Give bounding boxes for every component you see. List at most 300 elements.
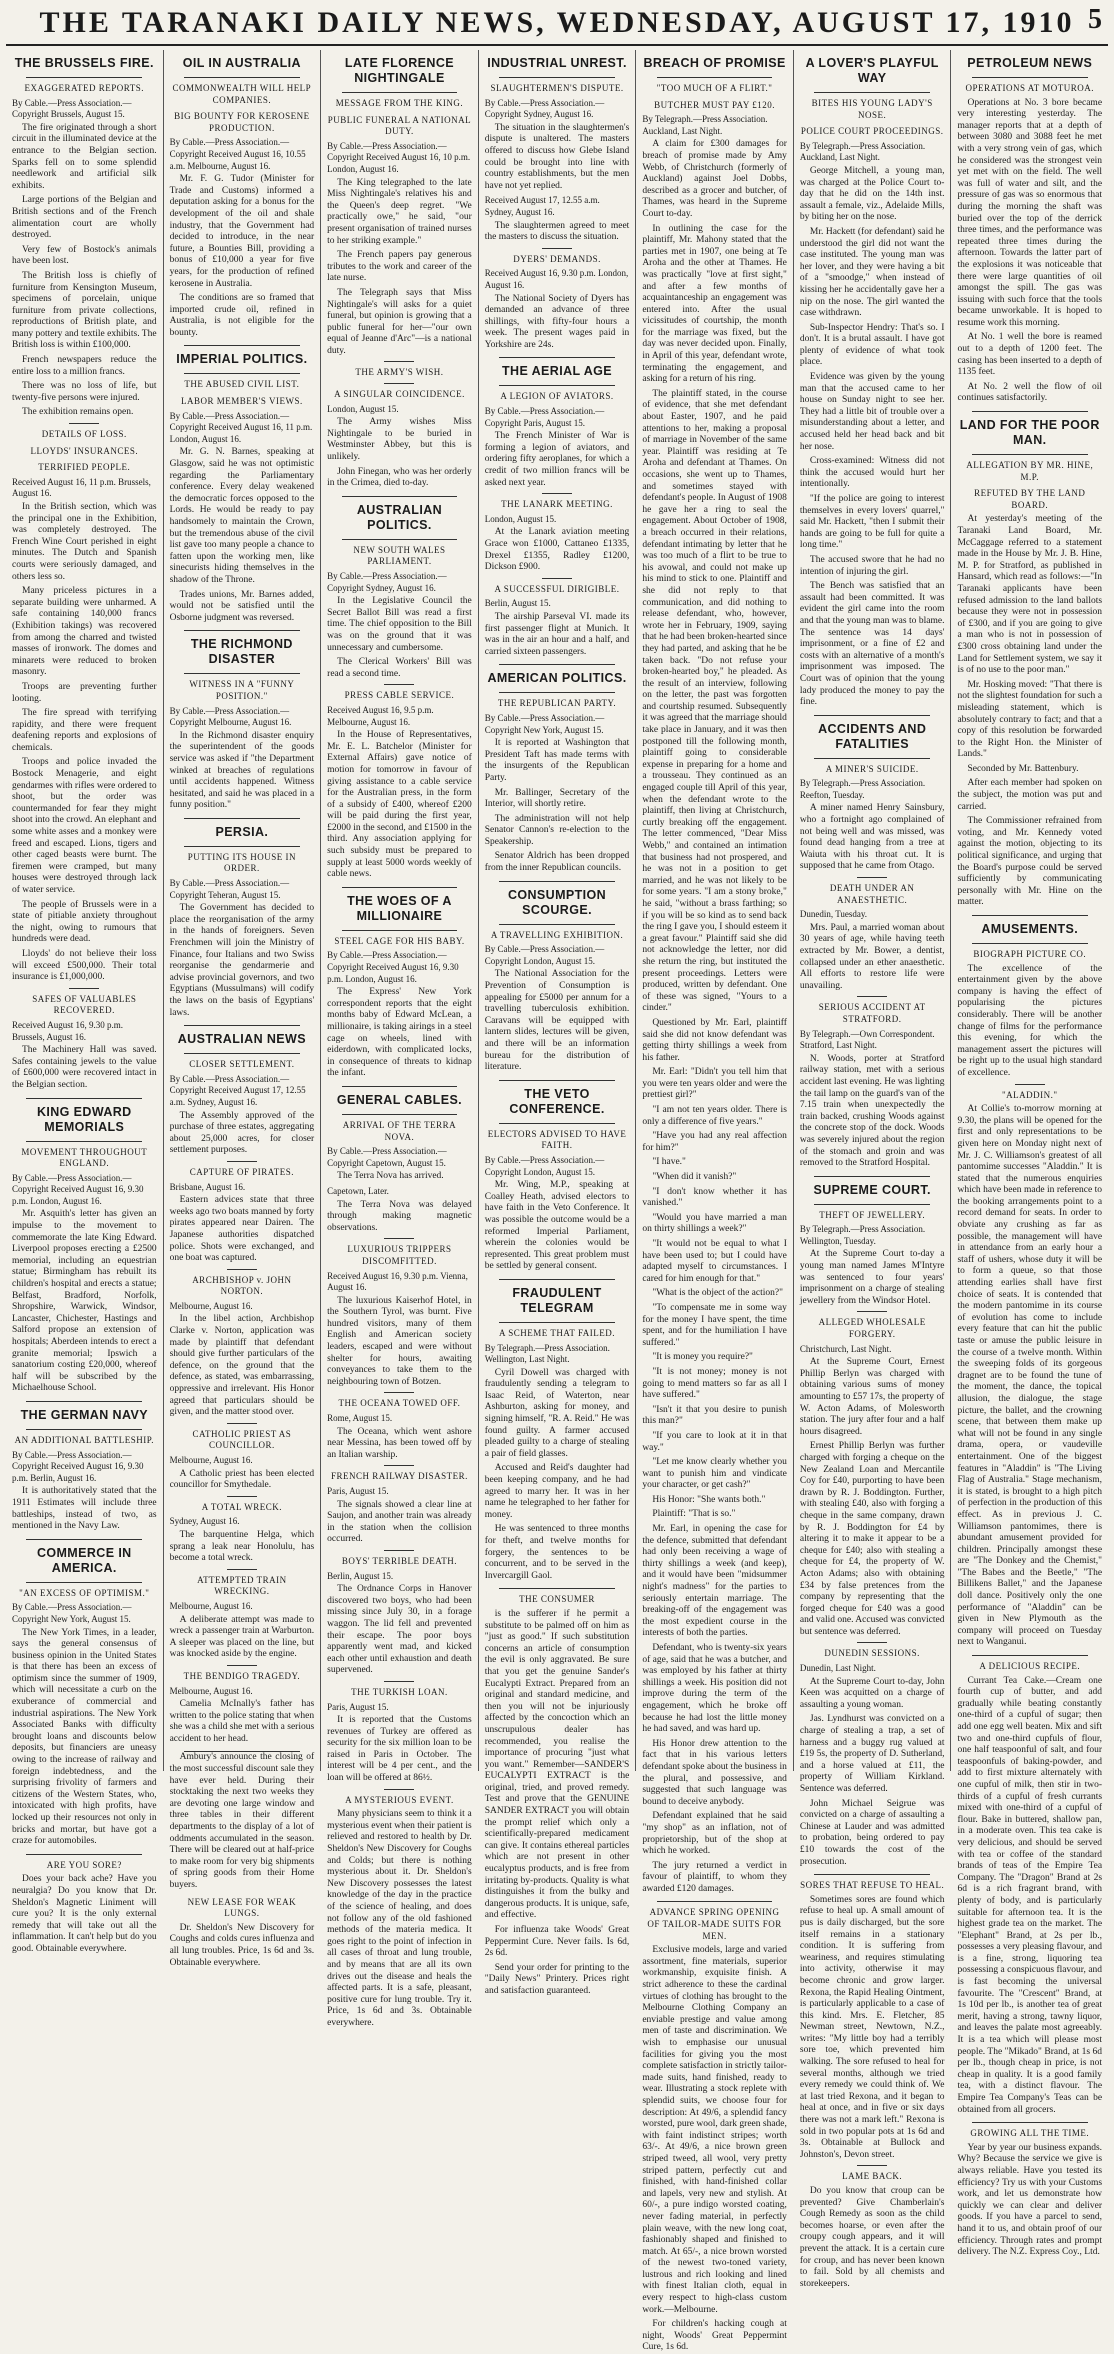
- article-paragraph: Operations at No. 3 bore became very interesting yesterday. The manager reports that at a depth of between 3080 and 3088 feet he met with a very strong vein of gas, which he considered was the strongest vein yet met with on the field. The well was full of water and silt, and the pressure of gas was so enormous that during the morning the shaft was buried over the top of the derrick three times, and the performance was repeated three times during the afternoon. Towards the latter part of the explosions it was noticeable that there were large quantities of oil amongst the spill. The gas was issuing with such force that the tools became unworkable. It is hoped to resume work this morning.: [957, 97, 1103, 328]
- article-subhead: COMMONWEALTH WILL HELP COMPANIES.: [172, 83, 312, 105]
- article-subhead: LABOR MEMBER'S VIEWS.: [181, 396, 303, 407]
- article-paragraph: "If you care to look at it in that way.": [642, 1430, 787, 1453]
- short-rule: [227, 1161, 257, 1162]
- article-paragraph: is the sufferer if he permit a substitute to be palmed off on him as "just as good." If such substitution concerns an article of consumption the evil is only aggravated. Be sure that you get the genuine Sander's Eucalypti Extract. Prepared from an original and standard medicine, and then you will not be injuriously affected by the concoction which an unscrupulous dealer has recommended, you realise the importance of procuring "just what you want." Remember—SANDER'S EUCALYPTI EXTRACT is the original, tried, and proved remedy. Test and prove that the GENUINE SANDER EXTRACT you will obtain the prompt relief which only a scientifically-prepared medicament can give. It contains ethereal particles which are not present in other eucalyptus products, and is free from irritating by-products. Quality is what distinguishes it from the bulky and dangerous products. It is unique, safe, and effective.: [484, 1608, 630, 1921]
- article-paragraph: The Terra Nova was delayed through making magnetic observations.: [327, 1199, 472, 1233]
- article-paragraph: Jas. Lyndhurst was convicted on a charge of stealing a trap, a set of harness and a buggy rug valued at £19 5s, the property of D. Sutherland, and a horse valued at £11, the property of William Kirkland. Sentence was deferred.: [799, 1714, 945, 1794]
- column-7: [950, 50, 1108, 2258]
- column-rule: [499, 77, 615, 78]
- short-rule: [542, 578, 572, 579]
- article-subhead: A DELICIOUS RECIPE.: [979, 1661, 1081, 1672]
- article-paragraph: The National Association for the Prevention of Consumption is appealing for £5000 per annum for a travelling tuberculosis exhibition. Caravans will be equipped with lantern slides, lectures will be given, and there will be an information bureau for the distribution of literature.: [484, 969, 630, 1073]
- article-dateline: By Telegraph.—Press Association. Wellington, Tuesday.: [799, 1224, 926, 1246]
- column-rule: [972, 454, 1088, 455]
- short-rule: [69, 988, 99, 989]
- article-dateline: Berlin, August 15.: [327, 1570, 394, 1581]
- short-rule: [857, 877, 887, 878]
- article-paragraph: His Honor: "She wants both.": [652, 1494, 766, 1505]
- article-paragraph: Cyril Dowell was charged with fraudulently sending a telegram to Isaac Reid, of Waterton, near Ashburton, asking for money, and signing himself, "R. A. Reid." He was found guilty. A farmer accused pleaded guilty to a charge of stealing a pair of field glasses.: [484, 1367, 630, 1459]
- article-paragraph: Mr. Ballinger, Secretary of the Interior, will shortly retire.: [484, 787, 630, 810]
- article-subhead: THE CONSUMER: [519, 1594, 595, 1605]
- article-dateline: By Telegraph.—Press Association. Reefton, Tuesday.: [799, 778, 926, 800]
- article-headline: FRAUDULENT TELEGRAM: [512, 1285, 602, 1315]
- article-subhead: DUNEDIN SESSIONS.: [824, 1648, 920, 1659]
- article-dateline: Brisbane, August 16.: [169, 1181, 246, 1192]
- article-paragraph: Very few of Bostock's animals have been lost.: [12, 244, 157, 267]
- article-paragraph: In outlining the case for the plaintiff, Mr. Mahony stated that the parties met in 1907, one being at Te Aroha and the other at Thames. He was practically "love at first sight," and after a few months of acquaintanceship an engagement was entered into. After the usual vicissitudes of courtship, the month for the marriage was fixed, but the day was never decided upon. Finally, in April of this year, defendant wrote, terminating the engagement, and asking for a return of his ring.: [642, 223, 787, 385]
- article-paragraph: Mrs. Paul, a married woman about 30 years of age, while having teeth extracted by Mr. Bower, a dentist, collapsed under an ether anaesthetic. All efforts to restore life were unavailing.: [799, 922, 945, 991]
- article-paragraph: At yesterday's meeting of the Taranaki Land Board, Mr. McCaggage referred to a statement made in the House by Mr. J. B. Hine, M. P. for Stratford, as published in Hansard, which read as follows:—"In Taranaki applicants have been refused admission to the land ballots because they were not in possession of £300, and if you are going to give a man who is not in possession of £300 cross obtaining land under the Land for Settlement system, we say it is of no use to the poor man.": [957, 514, 1103, 676]
- article-paragraph: "Would you have married a man on thirty shillings a week?": [642, 1212, 787, 1235]
- article-subhead: FRENCH RAILWAY DISASTER.: [330, 1471, 468, 1482]
- article-subhead: DYERS' DEMANDS.: [513, 253, 601, 264]
- column-rule: [499, 1123, 615, 1124]
- article-paragraph: The French papers pay generous tributes to the work and career of the late nurse.: [327, 250, 472, 284]
- article-headline: THE VETO CONFERENCE.: [509, 1086, 605, 1116]
- article-subhead: A MINER'S SUICIDE.: [825, 763, 919, 774]
- masthead-title: THE TARANAKI DAILY NEWS, WEDNESDAY, AUGUST 17, 1910: [39, 6, 1075, 39]
- column-rule: [499, 357, 615, 358]
- article-paragraph: "What is the object of the action?": [652, 1288, 783, 1299]
- article-subhead: NEW SOUTH WALES PARLIAMENT.: [353, 544, 446, 567]
- column-rule: [814, 715, 930, 716]
- article-subhead: THE ABUSED CIVIL LIST.: [184, 379, 300, 390]
- column-rule: [26, 1429, 142, 1430]
- article-dateline: By Cable.—Press Association.—Copyright Sydney, August 16.: [484, 97, 605, 120]
- article-subhead: ALLEGED WHOLESALE FORGERY.: [818, 1317, 926, 1340]
- column-rule: [499, 692, 615, 693]
- column-rule: [342, 539, 458, 540]
- article-subhead: BOYS' TERRIBLE DEATH.: [341, 1555, 458, 1566]
- article-subhead: WITNESS IN A "FUNNY POSITION.": [189, 679, 295, 701]
- column-rule: [342, 1114, 458, 1115]
- article-paragraph: The situation in the slaughtermen's dispute is unaltered. The masters offered to discuss how Glebe Island could be brought into line with country establishments, but the men have not yet replied.: [484, 122, 630, 191]
- article-dateline: Received August 16, 9.30 p.m. Vienna, August 16.: [327, 1270, 468, 1293]
- column-rule: [342, 887, 458, 888]
- article-subhead: ARRIVAL OF THE TERRA NOVA.: [342, 1119, 457, 1142]
- short-rule: [384, 361, 414, 362]
- short-rule: [384, 383, 414, 384]
- article-paragraph: At the Supreme Court, Ernest Phillip Berlyn was charged with obtaining various sums of money amounting to £57 17s, the property of W. Acton Adams, of Molesworth station. The jury after four and a half hours disagreed.: [799, 1357, 945, 1437]
- article-subhead: DETAILS OF LOSS.: [41, 429, 127, 440]
- article-headline: KING EDWARD MEMORIALS: [36, 1104, 132, 1134]
- article-subhead: CLOSER SETTLEMENT.: [189, 1059, 295, 1070]
- column-rule: [657, 77, 773, 78]
- article-paragraph: Ambury's announce the closing of the most successful discount sale they have ever held. During their stocktaking the next two weeks they are devoting one large window and three tables in their different departments to the display of a lot of oddments accumulated in the season. There will be cleared out at half-price to make room for very big shipments of spring goods from their Home buyers.: [169, 1752, 315, 1890]
- article-subhead: THE REPUBLICAN PARTY.: [497, 698, 617, 709]
- article-paragraph: Lloyds' do not believe their loss will exceed £500,000. Their total insurance is £1,000,000.: [12, 948, 157, 983]
- article-subhead: REFUTED BY THE LAND BOARD.: [974, 488, 1086, 510]
- article-paragraph: His Honor drew attention to the fact that in his various letters defendant spoke about the business in the plural, and possessive, and suggested that such language was bound to deceive anybody.: [642, 1738, 787, 1807]
- article-paragraph: In the libel action, Archbishop Clarke v. Norton, application was made by plaintiff that defendant should give further particulars of the defence, on the ground that the defence, as stated, was embarrassing, oppressive and irrelevant. His Honor agreed that particulars should be given, and the matter stood over.: [169, 1314, 315, 1418]
- article-paragraph: After each member had spoken on the subject, the motion was put and carried.: [957, 778, 1103, 812]
- article-paragraph: Sub-Inspector Hendry: That's so. I don't. It is a brutal assault. I have got plenty of evidence of what took place.: [799, 322, 945, 368]
- article-subhead: THE OCEANA TOWED OFF.: [338, 1398, 461, 1409]
- column-rule: [499, 664, 615, 665]
- article-paragraph: Eastern advices state that three weeks ago two boats manned by forty pirates appeared near Dairen. The Japanese authorities dispatched police. Shots were exchanged, and one boat was captured.: [169, 1195, 315, 1264]
- article-paragraph: The people of Brussels were in a state of pitiable anxiety throughout the night, owing to rumours that hundreds were dead.: [12, 899, 157, 945]
- article-paragraph: At Collie's to-morrow morning at 9.30, the plans will be opened for the first and only representations to be given here on Monday night next of Mr. J. C. Williamson's greatest of all pantomime successes "Aladdin." It is stated that the numerous enquiries which have been made in reference to the booking arrangements point to a record demand for seats. In order to obviate any crushing as far as possible, the management will have in attendance from an early hour a staff of ushers, whose duty it will be to form a queue, so that those attending earlies shall have first choice of seats. It is contended that the modern pantomime in its course of evolution has come to include every feature that can hit the public taste or amuse the public leisure in the course of a twelve month. Within the sweeping folds of its gorgeous dragnet are to be found the tune of the moment, the dance, the topical allusion, the dialogue, the stage picture, the ballet, and the crowning scene, that between them make up what will not be found in any single drama, opera, or vaudeville entertainment. One of the biggest features in "Aladdin" is "The Living Flag of Australia." Stage mechanism, it is stated, is brought to a high pitch of perfection in the production of this effect. As in previous J. C. Williamson pantomimes, there is abundant amusement provided for children. Principally amongst these are "The Donkey and the Chemist," "The Babes and the Beetle," "The Billikens Ballet," and the Japanese doll dance. Positively only the one performance of "Aladdin" can be given in New Plymouth as the company will proceed on Tuesday next to Wanganui.: [957, 1104, 1103, 1648]
- article-headline: AUSTRALIAN POLITICS.: [356, 502, 443, 532]
- article-subhead: THE LANARK MEETING.: [501, 499, 613, 510]
- article-paragraph: Currant Tea Cake.—Cream one fourth cup of butter, and add gradually while beating constantly one-third of a cupful of sugar; then add one egg well beaten. Mix and sift two and one-third cupfuls of flour, one half teaspoonful of salt, and four teaspoonfuls of baking-powder, and add to first mixture alternately with one cupful of milk, then stir in two-thirds of a cupful of fresh currants mixed with one-third of a cupful of flour. Bake in buttered, shallow pan, in a moderate oven. This tea cake is very delicious, and should be served with tea or coffee of the standard brands of teas of the Empire Tea Company. The "Dragon" Brand at 2s 6d is a rich fragrant brand, with plenty of body, and is particularly suitable for afternoon tea. It is the highest grade tea on the market. The "Elephant" Brand, at 2s per lb., possesses a very pleasing flavour, and is a fine, strong, liquoring tea possessing a conspicuous flavour, and is fast becoming the universal favourite. The "Crescent" Brand, at 1s 10d per lb., is another tea of great merit, having a strong, tawny liquor, and leaves the palate most agreeably. It is a tea which will please most people. The "Mikado" Brand, at 1s 6d per lb., though cheap in price, is not cheap in quality. It is a good family tea, with a distinct flavour. The Empire Tea Company's Teas can be obtained from all grocers.: [957, 1675, 1103, 2115]
- article-paragraph: "I have.": [652, 1157, 686, 1168]
- short-rule: [227, 1423, 257, 1424]
- masthead: [6, 0, 1108, 46]
- column-rule: [972, 915, 1088, 916]
- article-paragraph: The barquentine Helga, which sprang a leak near Honolulu, has become a total wreck.: [169, 1529, 315, 1564]
- article-paragraph: At the Supreme Court to-day, John Keen was acquitted on a charge of assaulting a young woman.: [799, 1676, 945, 1710]
- article-paragraph: A deliberate attempt was made to wreck a passenger train at Warburton. A sleeper was placed on the line, but was knocked aside by the engine.: [169, 1614, 315, 1660]
- article-headline: ACCIDENTS AND FATALITIES: [818, 721, 927, 751]
- article-headline: INDUSTRIAL UNREST.: [487, 56, 627, 70]
- article-subhead: NEW LEASE FOR WEAK LUNGS.: [187, 1896, 297, 1919]
- article-subhead: THE TURKISH LOAN.: [351, 1686, 448, 1697]
- article-dateline: By Cable.—Press Association.—Copyright Teheran, August 15.: [169, 878, 290, 900]
- article-paragraph: The jury returned a verdict in favour of plaintiff, to whom they awarded £120 damages.: [642, 1860, 787, 1894]
- column-1: [6, 50, 163, 1954]
- article-dateline: Melbourne, August 16.: [169, 1300, 253, 1311]
- column-rule: [814, 1204, 930, 1205]
- article-subhead: BIOGRAPH PICTURE CO.: [973, 949, 1087, 959]
- article-paragraph: The Bench was satisfied that an assault had been committed. It was evident the girl came into the room and that the young man was to blame. The sentence was 14 days' imprisonment, or a fine of £2 and costs with an alternative of a month's imprisonment was imposed. The Court was of opinion that the young lady produced the money to pay the fine.: [799, 581, 945, 708]
- short-rule: [857, 2165, 887, 2166]
- article-dateline: By Cable.—Press Association.—Copyright London, August 15.: [484, 944, 605, 966]
- article-subhead: CAPTURE OF PIRATES.: [189, 1166, 294, 1177]
- article-paragraph: It is authoritatively stated that the 1911 Estimates will include three battleships, instead of two, as mentioned in the Navy Law.: [12, 1486, 157, 1532]
- column-rule: [26, 1582, 142, 1583]
- article-paragraph: At No. 2 well the flow of oil continues satisfactorily.: [957, 381, 1103, 404]
- column-rule: [972, 2122, 1088, 2123]
- article-subhead: GROWING ALL THE TIME.: [970, 2128, 1090, 2139]
- column-3: [320, 50, 478, 2028]
- article-subhead: A TRAVELLING EXHIBITION.: [490, 929, 624, 940]
- column-rule: [499, 385, 615, 386]
- article-paragraph: A claim for £300 damages for breach of promise made by Amy Webb, of Christchurch (formerly of Auckland) against Joel Dobbs, described as a grocer and butcher, of Thames, was heard in the Supreme Court to-day.: [642, 139, 787, 219]
- article-dateline: Received August 16, 9.30 p.m. London, August 16.: [484, 268, 629, 290]
- column-4: [478, 50, 636, 1996]
- column-rule: [26, 1401, 142, 1402]
- article-dateline: London, August 15.: [327, 403, 399, 414]
- article-paragraph: John Finegan, who was her orderly in the Crimea, died to-day.: [327, 466, 472, 489]
- article-subhead: SAFES OF VALUABLES RECOVERED.: [32, 993, 137, 1016]
- article-paragraph: Large portions of the Belgian and British sections and of the French alimentation court are wholly destroyed.: [12, 195, 157, 241]
- article-paragraph: "Isn't it that you desire to punish this man?": [642, 1404, 787, 1427]
- article-paragraph: Mr. Earl: "Didn't you tell him that you were ten years older and were the prettiest girl?": [642, 1067, 787, 1101]
- article-dateline: By Cable.—Press Association.—Copyright Melbourne, August 16.: [169, 705, 292, 728]
- article-subhead: THE BENDIGO TRAGEDY.: [183, 1670, 301, 1681]
- article-paragraph: The excellence of the entertainment given by the above company is having the effect of popularising the pictures considerably. There will be another change of films for the performance this evening, for which the management assert the pictures will be right up to the usual high standard of excellence.: [957, 963, 1103, 1078]
- article-paragraph: The plaintiff stated, in the course of evidence, that she met defendant about Easter, 1907, and he paid attentions to her, making a proposal of marriage in November of the same year. Plaintiff was residing at Te Aroha and defendant at Thames. On occasions, she went up to Thames, and sometimes stayed with defendant's people. In August of 1908 he gave her a ring to seal the engagement. About October of 1908, a breach occurred in their relations, defendant intimating by letter that he was too much of a flirt to be true to his avowal, and could not make up his mind to stick to one. Plaintiff and she did not reply to that communication, and did nothing to release defendant, who, however, wrote her in February, 1909, saying that he had been broken-hearted since they had parted, and asking that he be taken back. "Do not refuse your broken-hearted boy," he pleaded. As the result of an interview, following on the letter, the past was forgotten and courtship resumed. Subsequently it was agreed that the marriage should take place in January, and it was then postponed till the following month, plaintiff going to considerable expense in preparing for a home and a trousseau. They continued as an engaged couple till April of this year, when the defendant wrote to the plaintiff, then living at Christchurch, curtly breaking off the engagement. The letter commenced, "Dear Miss Webb," and contained an intimation that business had not prospered, and he was not in a position to get married, and he was not likely to be for some years. "I am a stony broke," he said, "without a brass farthing; so if you will be so kind as to send back the ring I gave you, I should esteem it a great favour." Plaintiff said she did not acknowledge the letter, nor did she return the ring, but instituted the present proceedings. Letters were produced, written by defendant. One of these was signed, "Yours to a cinder.": [642, 388, 787, 1014]
- article-paragraph: Send your order for printing to the "Daily News" Printery. Prices right and satisfaction guaranteed.: [484, 1962, 630, 1996]
- article-paragraph: The airship Parseval VI. made its first passenger flight at Munich. It was in the air an hour and a half, and carried sixteen passengers.: [484, 611, 630, 657]
- article-paragraph: George Mitchell, a young man, was charged at the Police Court to-day that he did on the 14th inst. assault a female, viz., Adelaide Mills, by biting her on the nose.: [799, 165, 945, 223]
- article-paragraph: "I don't know whether it has vanished.": [642, 1186, 787, 1209]
- article-paragraph: Mr. G. N. Barnes, speaking at Glasgow, said he was not optimistic regarding the Parliamentary conference. Every delay weakened the democratic forces opposed to the Lords. He would be ready to pay handsomely to maintain the Crown, but the tremendous abuse of the civil list gave too many people a chance to fatten upon the working men, like sinecurists hiding themselves in the shadow of the Throne.: [169, 447, 315, 585]
- column-rule: [499, 1279, 615, 1280]
- article-paragraph: The Clerical Workers' Bill was read a second time.: [327, 657, 472, 679]
- short-rule: [542, 248, 572, 249]
- article-dateline: Dunedin, Tuesday.: [799, 909, 868, 920]
- article-dateline: Received August 16, 9.30 p.m. Brussels, August 16.: [12, 1019, 123, 1042]
- article-paragraph: The King telegraphed to the late Miss Nightingale's relatives his and the Queen's deep regret. "We practically owe," he said, "our present organisation of trained nurses to her striking example.": [327, 177, 472, 246]
- article-paragraph: The Machinery Hall was saved. Safes containing jewels to the value of £600,000 were recovered intact in the Belgian section.: [12, 1045, 157, 1090]
- article-headline: PETROLEUM NEWS: [967, 56, 1093, 70]
- short-rule: [384, 1238, 414, 1239]
- column-rule: [972, 1655, 1088, 1656]
- article-subhead: MESSAGE FROM THE KING.: [335, 98, 464, 108]
- article-dateline: By Cable.—Press Association.—Copyright Brussels, August 15.: [12, 97, 132, 120]
- article-paragraph: Trades unions, Mr. Barnes added, would not be satisfied until the Osborne judgment was reversed.: [169, 589, 315, 623]
- article-paragraph: Camelia McInally's father has written to the police stating that when she was a child she met with a serious accident to her head.: [169, 1699, 315, 1744]
- article-paragraph: A Catholic priest has been elected councillor for Smythedale.: [169, 1468, 315, 1491]
- article-subhead: ADVANCE SPRING OPENING OF TAILOR-MADE SUITS FOR MEN.: [647, 1907, 782, 1941]
- article-paragraph: The British loss is chiefly of furniture from Kensington Museum, specimens of porcelain, unique furniture from private collections, reproductions of British plate, and many pottery and textile exhibits. The British loss is within £100,000.: [12, 270, 157, 351]
- short-rule: [384, 1465, 414, 1466]
- column-rule: [184, 1053, 300, 1054]
- article-dateline: By Telegraph.—Press Association. Auckland, Last Night.: [642, 114, 768, 136]
- article-paragraph: Mr. Hackett (for defendant) said he understood the girl did not want the case instituted. The young man was her lover, and they were having a bit of a "smoodge," when instead of kissing her he accidentally gave her a nip on the nose. The girl wanted the case withdrawn.: [799, 226, 945, 319]
- article-paragraph: Defendant, who is twenty-six years of age, said that he was a butcher, and was employed by his father at thirty shillings a week. His position did not improve during the term of the engagement, which he broke off because he had lost the little money he had saved, and was hard up.: [642, 1643, 787, 1735]
- article-paragraph: It is reported that the Customs revenues of Turkey are offered as security for the six million loan to be raised in Paris in October. The interest will be 4 per cent., and the loan will be offered at 86½.: [327, 1715, 472, 1784]
- column-rule: [814, 92, 930, 93]
- article-headline: CONSUMPTION SCOURGE.: [507, 887, 607, 917]
- article-subhead: BITES HIS YOUNG LADY'S NOSE.: [811, 98, 933, 120]
- article-paragraph: N. Woods, porter at Stratford railway station, met with a serious accident last evening. He was lighting the tail lamp on the guard's van of the 7.15 train when unexpectedly the train backed, crushing Woods against the concrete stop of the dock. Woods was severely injured about the region of the stomach and groin and was removed to the Stratford Hospital.: [799, 1053, 945, 1169]
- column-rule: [814, 1874, 930, 1875]
- short-rule: [69, 423, 99, 424]
- column-rule: [184, 77, 300, 78]
- article-paragraph: Questioned by Mr. Earl, plaintiff said she did not know defendant was getting thirty shillings a week from his father.: [642, 1017, 787, 1063]
- article-paragraph: "To compensate me in some way for the money I have spent, the time spent, and for the humiliation I have suffered.": [642, 1302, 787, 1348]
- article-paragraph: Many priceless pictures in a separate building were unharmed. A safe containing 140,000 francs (Exhibition takings) was recovered from among the charred and twisted masses of ironwork. The domes and minarets were reduced to broken masonry.: [12, 586, 157, 678]
- article-subhead: OPERATIONS AT MOTUROA.: [965, 83, 1095, 93]
- article-paragraph: The French Minister of War is forming a legion of aviators, and ordering fifty aeroplanes, for which a credit of two million francs will be asked next year.: [484, 431, 630, 488]
- article-paragraph: Mr. Asquith's letter has given an impulse to the movement to commemorate the late King Edward. Liverpool proposes erecting a £2500 memorial, including an equestrian statue; Birmingham has rebuilt its children's hospital and erects a statue; Belfast, Bradford, Norfolk, Shropshire, Warwick, Windsor, Lancaster, Chichester, Hastings and Salford propose an extension of hospitals; Aberdeen intends to erect a granite memorial; Ipswich a sanatorium costing £20,000, whereof half will be subscribed by the Michaelhouse School.: [12, 1209, 157, 1394]
- column-rule: [26, 1098, 142, 1099]
- article-subhead: A SCHEME THAT FAILED.: [499, 1327, 616, 1338]
- article-paragraph: John Michael Seigrue was convicted on a charge of assaulting a Chinese at Lauder and was admitted to probation, being ordered to pay £10 towards the cost of the prosecution.: [799, 1798, 945, 1867]
- article-dateline: By Telegraph.—Press Association. Auckland, Last Night.: [799, 140, 926, 163]
- article-subhead: ATTEMPTED TRAIN WRECKING.: [197, 1574, 287, 1597]
- column-rule: [657, 1901, 773, 1902]
- article-paragraph: Mr. Earl, in opening the case for the defence, submitted that defendant had only been receiving a wage of thirty shillings a week (and keep), and it would have been "midsummer night's madness" for the parties to seriously entertain marriage. The breaking-off of the engagement was the most expedient course in the interests of both the parties.: [642, 1524, 787, 1639]
- article-dateline: Christchurch, Last Night.: [799, 1343, 892, 1354]
- article-paragraph: The New York Times, in a leader, says the general consensus of business opinion in the United States is that there has been an excess of optimism since the summer of 1909, which will necessitate a curb on the exuberance of commercial and industrial aspirations. The New York Associated Banks with difficulty brought loans and discounts below deposits, but financiers are uneasy owing to the increase of railway and foreign indebtedness, and the surprising frivolity of farmers and citizens of the Western States, who, intoxicated with high profits, have locked up their resources not only in bricks and mortar, but have got a craze for automobiles.: [12, 1627, 157, 1847]
- article-paragraph: Dr. Sheldon's New Discovery for Coughs and colds cures influenza and all lung troubles. Price, 1s 6d and 3s. Obtainable everywhere.: [169, 1922, 315, 1968]
- short-rule: [384, 1550, 414, 1551]
- article-subhead: A SINGULAR COINCIDENCE.: [334, 389, 465, 400]
- article-headline: THE AERIAL AGE: [502, 364, 613, 379]
- short-rule: [227, 1569, 257, 1570]
- short-rule: [857, 996, 887, 997]
- article-subhead: EXAGGERATED REPORTS.: [24, 83, 145, 93]
- article-paragraph: "If the police are going to interest themselves in every lovers' quarrel," said Mr. Hackett, "then I submit their hands are going to be full for quite a long time.": [799, 494, 945, 551]
- short-rule: [857, 1311, 887, 1312]
- article-paragraph: Do you know that croup can be prevented? Give Chamberlain's Cough Remedy as soon as the child becomes hoarse, or even after the croupy cough appears, and it will prevent the attack. It is a certain cure for croup, and has never been known to fail. Sold by all chemists and storekeepers.: [799, 2186, 945, 2289]
- column-rule: [26, 1854, 142, 1855]
- column-6: [793, 50, 951, 2289]
- article-headline: LATE FLORENCE NIGHTINGALE: [344, 56, 455, 85]
- article-paragraph: The luxurious Kaiserhof Hotel, in the Southern Tyrol, was burnt. Five hundred visitors, many of them English and American society leaders, escaped and were without shelter for hours, awaiting conveyances to take them to the neighbouring town of Botzen.: [327, 1295, 472, 1387]
- article-subhead: SORES THAT REFUSE TO HEAL.: [800, 1880, 945, 1891]
- article-paragraph: In the Legislative Council the Secret Ballot Bill was read a first time. The chief opposition to the Bill was on the ground that it was unnecessary and cumbersome.: [327, 596, 472, 653]
- article-subhead: ARCHBISHOP v. JOHN NORTON.: [192, 1274, 292, 1297]
- article-dateline: By Cable.—Press Association.—Copyright New York, August 15.: [12, 1602, 132, 1624]
- article-headline: LAND FOR THE POOR MAN.: [959, 418, 1100, 448]
- short-rule: [384, 684, 414, 685]
- article-paragraph: The Ordnance Corps in Hanover discovered two boys, who had been missing since July 30, in a forage waggon. The lid fell and prevented their escape. The poor boys apparently went mad, and kicked each other until exhaustion and death supervened.: [327, 1584, 472, 1676]
- article-paragraph: Plaintiff: "That is so.": [652, 1509, 736, 1520]
- article-subhead: MOVEMENT THROUGHOUT ENGLAND.: [21, 1146, 148, 1169]
- article-headline: THE RICHMOND DISASTER: [190, 637, 293, 667]
- article-subhead: CATHOLIC PRIEST AS COUNCILLOR.: [192, 1428, 292, 1451]
- article-dateline: By Telegraph.—Own Correspondent. Stratford, Last Night.: [799, 1028, 935, 1051]
- article-subhead: ALLEGATION BY MR. HINE, M.P.: [966, 460, 1094, 482]
- article-paragraph: Does your back ache? Have you neuralgia? Do you know that Dr. Sheldon's Magnetic Liniment will cure you? It is the only external remedy that will take out all the inflammation. It can't help but do you good. Obtainable everywhere.: [12, 1874, 157, 1954]
- column-rule: [184, 630, 300, 631]
- article-paragraph: The National Society of Dyers has demanded an advance of three shillings, with fifty-four hours a week. The present wages paid in Yorkshire are 24s.: [484, 293, 630, 350]
- article-headline: AMUSEMENTS.: [981, 922, 1079, 936]
- article-subhead: A LEGION OF AVIATORS.: [500, 391, 614, 402]
- article-headline: GENERAL CABLES.: [336, 1092, 463, 1107]
- column-rule: [972, 411, 1088, 412]
- article-paragraph: The fire spread with terrifying rapidity, and there were frequent deafening reports and explosions of chemicals.: [12, 708, 157, 753]
- article-dateline: By Cable.—Press Association.—Copyright Sydney, August 16.: [327, 571, 447, 593]
- article-paragraph: Defendant explained that he said "my shop" as an inflation, not of proprietorship, but of the shop at which he worked.: [642, 1811, 787, 1857]
- article-subhead: "ALADDIN.": [1001, 1089, 1058, 1100]
- article-headline: THE GERMAN NAVY: [20, 1407, 148, 1422]
- column-rule: [26, 77, 142, 78]
- article-dateline: Dunedin, Last Night.: [799, 1663, 876, 1674]
- column-rule: [499, 881, 615, 882]
- article-paragraph: The Telegraph says that Miss Nightingale's will asks for a quiet funeral, but opinion is growing that a public funeral for her—"our own equal of Jeanne d'Arc"—is a national duty.: [327, 287, 472, 356]
- article-paragraph: The exhibition remains open.: [22, 407, 134, 418]
- article-paragraph: There was no loss of life, but twenty-five persons were injured.: [12, 381, 157, 403]
- article-paragraph: A miner named Henry Sainsbury, who a fortnight ago complained of not being well and was missed, was found dead hanging from a tree at Waiuta with his throat cut. It is supposed that he came from Otago.: [799, 803, 945, 872]
- page-number: 5: [1088, 4, 1102, 35]
- article-dateline: Sydney, August 16.: [169, 1516, 240, 1527]
- article-headline: BREACH OF PROMISE: [643, 56, 786, 70]
- article-paragraph: The administration will not help Senator Cannon's re-election to the Speakership.: [484, 813, 630, 847]
- article-paragraph: For children's hacking cough at night, Woods' Great Peppermint Cure, 1s 6d.: [642, 2319, 787, 2353]
- column-rule: [972, 77, 1088, 78]
- article-paragraph: The fire originated through a short circuit in the illuminated device at the entrance to the Belgian section. Sparks fell on to some splendid needlework and artificial silk exhibits.: [12, 122, 157, 191]
- column-rule: [499, 1080, 615, 1081]
- article-paragraph: The Assembly approved of the purchase of three estates, aggregating about 25,000 acres, for closer settlement purposes.: [169, 1110, 315, 1156]
- article-paragraph: Mr. Hosking moved: "That there is not the slightest foundation for such a misleading statement, which is absolutely contrary to fact; and that a copy of this resolution be forwarded to the Right Hon. the Minister of Lands.": [957, 679, 1103, 760]
- article-headline: THE WOES OF A MILLIONAIRE: [347, 893, 452, 923]
- article-paragraph: In the British section, which was the principal one in the Exhibition, was completely destroyed. The French Wine Court perished in eight minutes. The Dutch and Spanish courts were seriously damaged, and others less so.: [12, 502, 157, 582]
- column-rule: [972, 943, 1088, 944]
- article-dateline: Melbourne, August 16.: [169, 1600, 253, 1611]
- article-paragraph: For influenza take Woods' Great Peppermint Cure. Never fails. Is 6d, 2s 6d.: [484, 1925, 630, 1959]
- article-subhead: POLICE COURT PROCEEDINGS.: [800, 126, 944, 137]
- article-headline: PERSIA.: [215, 824, 269, 839]
- article-dateline: Rome, August 15.: [327, 1413, 393, 1424]
- article-dateline: By Cable.—Press Association.—Copyright Received August 16, 9.30 p.m. London, August 16.: [12, 1172, 144, 1206]
- article-paragraph: Seconded by Mr. Battenbury.: [967, 763, 1079, 774]
- article-paragraph: "It would not be equal to what I have been used to; but I could have adapted myself to circumstances. I cared for him enough for that.": [642, 1239, 787, 1284]
- column-2: [163, 50, 321, 1968]
- article-paragraph: Accused and Reid's daughter had been keeping company, and he had agreed to marry her. It was in her name he telegraphed to her father for money.: [484, 1463, 630, 1520]
- article-paragraph: Troops are preventing further looting.: [12, 681, 157, 704]
- column-rule: [342, 92, 458, 93]
- short-rule: [542, 493, 572, 494]
- short-rule: [384, 1681, 414, 1682]
- article-dateline: By Cable.—Press Association.—Copyright Capetown, August 15.: [327, 1146, 447, 1168]
- columns: [6, 50, 1108, 2353]
- column-rule: [184, 818, 300, 819]
- article-subhead: "TOO MUCH OF A FLIRT.": [656, 83, 773, 93]
- column-rule: [184, 345, 300, 346]
- article-paragraph: The conditions are so framed that imported crude oil, refined in Australia, is not eligible for the bounty.: [169, 293, 315, 338]
- article-paragraph: In the House of Representatives, Mr. E. L. Batchelor (Minister for External Affairs) gave notice of motion for tomorrow in favour of giving assistance to a cable service for the Australian press, in the form of a subsidy of £400, whereof £200 will be paid during the first year, £2000 in the second, and £1500 in the third. Any association applying for such subsidy must be prepared to supply at least 5000 words weekly of cable news.: [327, 730, 472, 880]
- article-headline: SUPREME COURT.: [813, 1182, 931, 1197]
- article-paragraph: Many physicians seem to think it a mysterious event when their patient is relieved and restored to health by Dr. Sheldon's New Discovery for Coughs and Colds; but there is nothing mysterious about it. Dr. Sheldon's New Discovery possesses the latest knowledge of the day in the practice of the science of healing, and does not follow any of the old fashioned methods of the materia medica. It goes right to the point of infection in all cases of throat and lung trouble, and by means that are all its own drives out the disease and heals the affected parts. It is a safe, pleasant, positive cure for lung trouble. Try it. Price, 1s 6d and 3s. Obtainable everywhere.: [327, 1809, 472, 2028]
- article-paragraph: In the Richmond disaster enquiry the superintendent of the goods service was asked if "the Department winked at breaches of regulations until accidents happened. Witness hesitated, and said he was placed in a funny position.": [169, 730, 315, 811]
- article-dateline: By Cable.—Press Association.—Copyright New York, August 15.: [484, 712, 605, 735]
- article-dateline: London, August 15.: [484, 513, 557, 524]
- article-headline: AUSTRALIAN NEWS: [177, 1032, 306, 1047]
- short-rule: [227, 1496, 257, 1497]
- article-subhead: ELECTORS ADVISED TO HAVE FAITH.: [487, 1128, 627, 1151]
- article-paragraph: "It is money you require?": [652, 1352, 753, 1363]
- article-dateline: Paris, August 15.: [327, 1486, 389, 1496]
- article-dateline: Received August 17, 12.55 a.m. Sydney, August 16.: [484, 195, 600, 217]
- article-subhead: BUTCHER MUST PAY £120.: [654, 99, 776, 110]
- article-paragraph: "Have you had any real affection for him?": [642, 1131, 787, 1153]
- article-dateline: By Cable.—Press Association.—Copyright Received August 16, 10 p.m. London, August 16.: [327, 140, 471, 174]
- article-paragraph: It is reported at Washington that President Taft has made terms with the insurgents of the Republican Party.: [484, 738, 630, 783]
- article-headline: IMPERIAL POLITICS.: [176, 352, 308, 367]
- article-dateline: By Cable.—Press Association.—Copyright Received August 17, 12.55 a.m. Sydney, August 16.: [169, 1073, 306, 1107]
- article-subhead: BIG BOUNTY FOR KEROSENE PRODUCTION.: [174, 111, 310, 133]
- article-paragraph: The accused swore that he had no intention of injuring the girl.: [799, 554, 945, 577]
- article-subhead: AN ADDITIONAL BATTLESHIP.: [14, 1434, 154, 1445]
- article-headline: THE BRUSSELS FIRE.: [14, 56, 154, 70]
- article-paragraph: Exclusive models, large and varied assortment, fine materials, superior workmanship, exquisite finish. A strict adherence to these the cardinal virtues of clothing has brought to the Melbourne Clothing Company an enviable prestige and value among men of taste and discrimination. We wish to emphasise our unusual facilities for giving you the most complete satisfaction in strictly tailor-made suits, hand finished, ready to wear. Illustrating a stock replete with splendid suits, we choose four for description: At 49/6, a splendid fancy worsted, pure wool, dark green shade, with faint indistinct stripes; worth 63/-. At 49/6, a nice brown green striped tweed, all wool, very pretty striped pattern, perfectly cut and finished, with hand-finished collar and lapels, very new and stylish. At 60/-, a pure indigo worsted coating, never fading material, in perfectly plain weave, with the new long coat, fashionably shaped and finished to match. At 65/-, a nice brown worsted of the newest two-toned variety, lustrous and rich looking and lined with finest Italian cloth, equal in every respect to high-class custom work.—Melbourne.: [642, 1945, 787, 2315]
- article-paragraph: The Terra Nova has arrived.: [337, 1171, 444, 1182]
- column-rule: [814, 1176, 930, 1177]
- column-rule: [26, 1539, 142, 1540]
- article-subhead: A MYSTERIOUS EVENT.: [345, 1794, 454, 1805]
- article-dateline: Received August 16, 11 p.m. Brussels, August 16.: [12, 476, 151, 499]
- article-paragraph: The Commissioner refrained from voting, and Mr. Kennedy voted against the motion, objecting to its political significance, and urging that the Board's purpose could be served sufficiently by communicating personally with Mr. Hine on the matter.: [957, 816, 1103, 908]
- article-dateline: By Cable.—Press Association.—Copyright London, August 15.: [484, 1154, 605, 1177]
- article-paragraph: Troops and police invaded the Bostock Menagerie, and eight gendarmes with rifles were ordered to shoot, but the order was countermanded for fear they might shoot into the crowd. An elephant and some white asses and a monkey were freed and escaped. Lions, tigers and other caged beasts were burnt. The firemen were cramped, but many houses were destroyed through lack of water service.: [12, 757, 157, 895]
- article-subhead: STEEL CAGE FOR HIS BABY.: [334, 935, 465, 946]
- article-paragraph: "Let me know clearly whether you want to punish him and vindicate your character, or get cash?": [642, 1457, 787, 1491]
- article-paragraph: The Express' New York correspondent reports that the eight months baby of Edward McLean, a millionaire, is taking airings in a steel cage on wheels, lined with eiderdown, with complicated locks, in consequence of threats to kidnap the infant.: [327, 987, 472, 1079]
- article-paragraph: Evidence was given by the young man that the accused came to her house on Sunday night to see her. They had a little bit of trouble over a misunderstanding about a letter, and accused held her head back and bit her nose.: [799, 372, 945, 452]
- article-dateline: Berlin, August 15.: [484, 598, 551, 609]
- article-paragraph: Sometimes sores are found which refuse to heal up. A small amount of pus is daily discharged, but the sore itself remains in a stationary condition. It is suffering from weariness, and requires stimulating into activity, otherwise it may become chronic and grow larger. Rexona, the Rapid Healing Ointment, is particularly applicable to a case of this kind. Mrs. E. Fletcher, 85 Newman street, Newtown, N.Z., writes: "My little boy had a terribly sore toe, which prevented him walking. The sore refused to heal for several months, although we tried every remedy we could think of. We at last tried Rexona, and it began to heal at once, and in five or six days there was not a mark left." Rexona is sold in two popular pots at 1s 6d and 3s. Obtainable at Bullock and Johnston's, Devon street.: [799, 1894, 945, 2160]
- article-dateline: Melbourne, August 16.: [169, 1455, 253, 1465]
- article-paragraph: At the Lanark aviation meeting Grace won £1000, Cattaneo £1335, Drexel £1355, Radley £1200, Dickson £900.: [484, 527, 630, 573]
- column-rule: [342, 496, 458, 497]
- article-subhead: SLAUGHTERMEN'S DISPUTE.: [490, 83, 624, 93]
- column-rule: [26, 1141, 142, 1142]
- article-subhead: THEFT OF JEWELLERY.: [819, 1209, 926, 1220]
- article-subhead: LUXURIOUS TRIPPERS DISCOMFITTED.: [347, 1244, 452, 1266]
- article-paragraph: Mr. Wing, M.P., speaking at Coalley Heath, advised electors to have faith in the Veto Conference. It was possible the outcome would be a reformed Imperial Parliament, wherein the colonies would be represented. This great problem must be settled by general consent.: [484, 1180, 630, 1272]
- article-subhead: DEATH UNDER AN ANAESTHETIC.: [829, 883, 915, 905]
- article-subhead: PUTTING ITS HOUSE IN ORDER.: [187, 851, 296, 874]
- article-dateline: By Cable.—Press Association.—Copyright Received August 16, 11 p.m. London, August 16.: [169, 410, 313, 444]
- article-subhead: TERRIFIED PEOPLE.: [38, 462, 131, 473]
- article-headline: AMERICAN POLITICS.: [487, 671, 627, 686]
